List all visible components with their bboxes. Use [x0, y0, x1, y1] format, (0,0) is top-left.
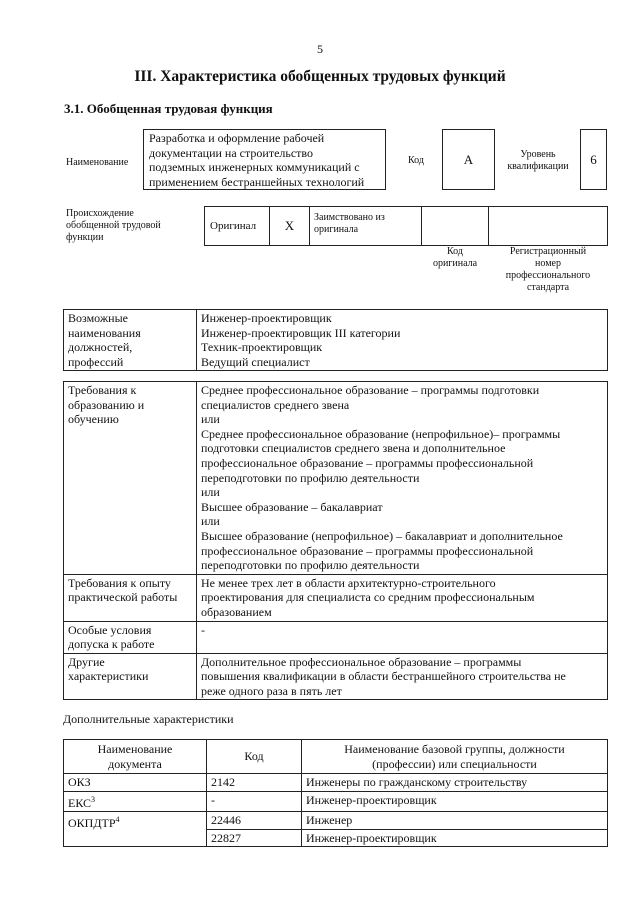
special-value: -: [201, 622, 205, 637]
code-caption-line: оригинала: [432, 258, 478, 269]
education-line: или: [201, 485, 220, 500]
education-line: Среднее профессиональное образование (непрофильное)– программы: [201, 426, 561, 441]
origin-label-line: Происхождение: [66, 208, 134, 219]
origin-label-line: функции: [66, 232, 104, 243]
positions-label-line: наименования: [68, 325, 141, 340]
code-value: А: [463, 151, 474, 167]
function-name-line: документации на строительство: [149, 145, 314, 160]
code-value-box: [442, 129, 495, 190]
position-item: Инженер-проектировщик: [201, 311, 332, 325]
level-value: 6: [590, 151, 597, 167]
education-line: переподготовки по профилю деятельности: [201, 558, 420, 573]
doc-cell: [64, 791, 207, 812]
education-line: переподготовки по профилю деятельности: [201, 470, 420, 485]
other-line: повышения квалификации в области бестраншейного строительства не: [201, 669, 566, 684]
other-label-line: Другие: [68, 654, 105, 669]
position-item: Ведущий специалист: [201, 354, 310, 369]
footnote-ref: 4: [115, 815, 120, 825]
position-item: Техник-проектировщик: [201, 340, 323, 355]
reg-caption-line: профессионального: [505, 270, 591, 281]
code-caption: [421, 246, 489, 270]
position-item: Инженер-проектировщик III категории: [201, 325, 401, 340]
education-text: [197, 382, 608, 575]
code-caption-line: Код: [447, 246, 463, 257]
function-name-line: подземных инженерных коммуникаций с: [149, 160, 360, 174]
page-number: 5: [317, 42, 323, 56]
code-cell: 2142: [207, 774, 302, 792]
other-line: реже одного раза в пять лет: [201, 683, 342, 698]
col-code-header: Код: [207, 740, 302, 774]
positions-label-line: должностей,: [68, 340, 133, 355]
col-doc-header: [64, 740, 207, 774]
education-line: профессиональное образование – программы профессиональной: [201, 455, 534, 470]
reg-caption-line: Регистрационный: [509, 246, 587, 257]
positions-list: [197, 310, 608, 371]
code-cell: -: [207, 791, 302, 812]
footnote-ref: 3: [91, 794, 96, 804]
origin-table: [204, 206, 608, 246]
group-cell: Инженер-проектировщик: [302, 791, 608, 812]
section-title: III. Характеристика обобщенных трудовых функций: [134, 68, 506, 85]
other-label: [64, 653, 197, 700]
positions-label: [64, 310, 197, 371]
origin-label-line: обобщенной трудовой: [66, 220, 161, 231]
subsection-title: 3.1. Обобщенная трудовая функция: [64, 101, 273, 116]
experience-line: проектирования для специалиста со средним профессиональным: [201, 590, 535, 605]
table-row: [64, 812, 608, 830]
education-label: [64, 382, 197, 575]
special-label: [64, 621, 197, 653]
table-row: [64, 774, 608, 792]
other-text: [197, 653, 608, 700]
group-cell: Инженер-проектировщик: [302, 829, 608, 847]
education-line: профессиональное образование – программы профессиональной: [201, 543, 534, 558]
code-cell: 22827: [207, 829, 302, 847]
col-group-header: [302, 740, 608, 774]
doc-cell: [64, 774, 207, 792]
education-line: Высшее образование (непрофильное) – бакалавриат и дополнительное: [201, 528, 563, 543]
original-code-cell: [422, 207, 489, 245]
reg-caption-line: номер: [535, 258, 561, 269]
original-label: Оригинал: [205, 207, 270, 245]
level-label-line: Уровень: [520, 149, 556, 160]
experience-label: [64, 574, 197, 621]
education-label-line: обучению: [68, 412, 119, 427]
positions-label-line: профессий: [68, 354, 124, 369]
reg-caption-line: стандарта: [526, 282, 570, 293]
special-label-line: допуска к работе: [68, 637, 155, 652]
experience-label-line: практической работы: [68, 590, 178, 605]
special-label-line: Особые условия: [68, 622, 152, 637]
borrowed-label-line: Заимствовано из: [314, 212, 385, 223]
group-cell: Инженеры по гражданскому строительству: [302, 774, 608, 792]
reg-caption: [489, 246, 607, 294]
col-group-header-line: Наименование базовой группы, должности: [344, 741, 565, 756]
experience-text: [197, 574, 608, 621]
group-cell: Инженер: [302, 812, 608, 830]
col-doc-header-line: документа: [108, 756, 162, 771]
level-value-box: [580, 129, 607, 190]
col-group-header-line: (профессии) или специальности: [372, 756, 537, 771]
reg-number-cell: [489, 207, 607, 245]
education-label-line: Требования к: [68, 383, 137, 397]
function-name-line: Разработка и оформление рабочей: [149, 131, 325, 145]
level-label: [500, 149, 576, 173]
function-name-box: [143, 129, 386, 190]
positions-table: [63, 309, 608, 371]
education-label-line: образованию и: [68, 397, 145, 412]
doc-name: ОКЗ: [68, 775, 91, 789]
code-cell: 22446: [207, 812, 302, 830]
additional-table: [63, 739, 608, 847]
experience-line: образованием: [201, 604, 272, 619]
other-label-line: характеристики: [68, 669, 149, 684]
col-doc-header-line: Наименование: [97, 741, 173, 756]
education-line: или: [201, 514, 220, 529]
borrowed-label: [310, 207, 422, 245]
doc-name: ЕКС: [68, 795, 92, 810]
original-mark: X: [270, 207, 310, 245]
education-line: Среднее профессиональное образование – программы подготовки: [201, 383, 540, 397]
experience-line: Не менее трех лет в области архитектурно-строительного: [201, 575, 496, 590]
level-label-line: квалификации: [507, 161, 569, 172]
function-name-label: Наименование: [66, 157, 129, 168]
education-line: подготовки специалистов среднего звена и дополнительное: [201, 441, 506, 456]
experience-label-line: Требования к опыту: [68, 575, 171, 590]
table-row: [64, 791, 608, 812]
borrowed-label-line: оригинала: [314, 224, 359, 235]
special-text: [197, 621, 608, 653]
doc-name: ОКПДТР: [68, 816, 116, 831]
doc-cell: [64, 812, 207, 847]
origin-label: [66, 208, 161, 244]
function-name-line: применением бестраншейных технологий: [149, 174, 365, 189]
education-line: специалистов среднего звена: [201, 397, 350, 412]
code-label: Код: [408, 155, 424, 166]
education-line: Высшее образование – бакалавриат: [201, 499, 383, 514]
positions-label-line: Возможные: [68, 311, 128, 325]
education-line: или: [201, 412, 220, 427]
additional-heading: Дополнительные характеристики: [63, 712, 234, 726]
requirements-table: [63, 381, 608, 700]
other-line: Дополнительное профессиональное образование – программы: [201, 654, 522, 669]
